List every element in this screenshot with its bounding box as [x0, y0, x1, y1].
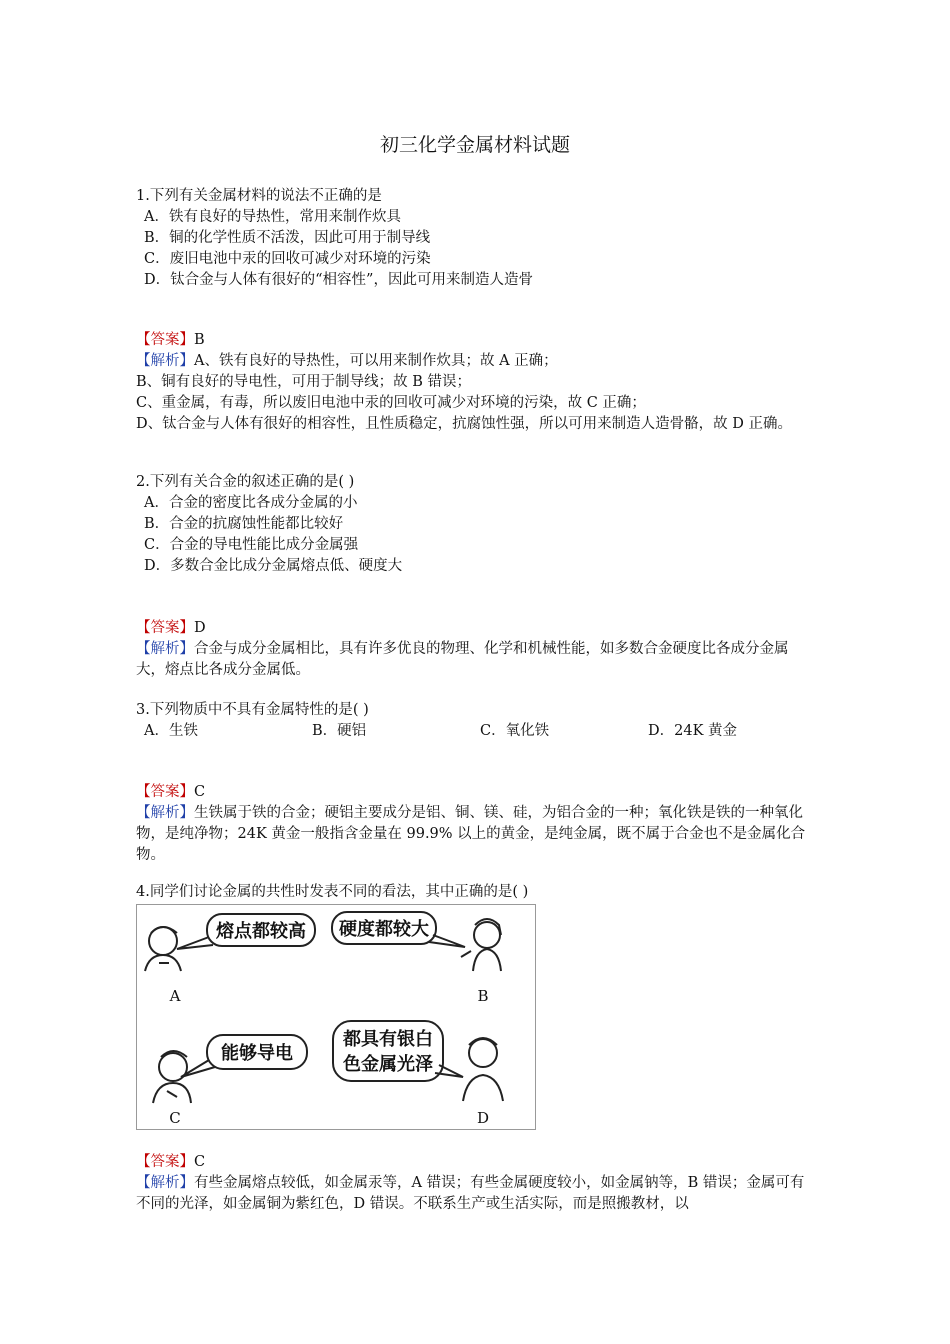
label-b: B	[477, 987, 489, 1005]
option-b: B．铜的化学性质不活泼，因此可用于制导线	[144, 230, 431, 246]
label-a: A	[169, 987, 181, 1005]
option-b: B．硬铝	[312, 723, 367, 739]
answer-tag: 【答案】	[136, 784, 194, 800]
analysis-line: A、铁有良好的导热性，可以用来制作炊具；故 A 正确；	[194, 353, 558, 369]
question-2	[136, 472, 816, 577]
student-c-figure	[153, 1051, 191, 1103]
option-a: A．生铁	[144, 723, 198, 739]
label-c: C	[169, 1109, 181, 1127]
bubble-a-text: 熔点都较高	[216, 921, 306, 942]
answer-value: C	[194, 784, 206, 800]
analysis-tag: 【解析】	[136, 353, 194, 369]
question-stem: 1.下列有关金属材料的说法不正确的是	[136, 188, 382, 204]
student-d-figure	[463, 1038, 503, 1101]
option-c: C．合金的导电性能比成分金属强	[144, 537, 359, 553]
option-d: D．多数合金比成分金属熔点低、硬度大	[144, 558, 403, 574]
option-d: D．钛合金与人体有很好的“相容性”，因此可用来制造人造骨	[144, 272, 533, 288]
option-c: C．废旧电池中汞的回收可减少对环境的污染	[144, 251, 431, 267]
analysis-line: C、重金属，有毒，所以废旧电池中汞的回收可减少对环境的污染，故 C 正确；	[136, 395, 646, 411]
question-stem: 2.下列有关合金的叙述正确的是( )	[136, 474, 355, 490]
question-stem: 3.下列物质中不具有金属特性的是( )	[136, 702, 369, 718]
question-3	[136, 700, 816, 742]
page-title: 初三化学金属材料试题	[379, 134, 570, 156]
question-4	[136, 882, 816, 903]
analysis-text: 有些金属熔点较低，如金属汞等，A 错误；有些金属硬度较小，如金属钠等，B 错误；金属可有不同的光泽，如金属铜为紫红色，D 错误。不联系生产或生活实际，而是照搬教材，以	[136, 1175, 805, 1212]
analysis-tag: 【解析】	[136, 1175, 194, 1191]
analysis-line: B、铜有良好的导电性，可用于制导线；故 B 错误；	[136, 374, 472, 390]
answer-2	[136, 618, 816, 681]
analysis-text: 生铁属于铁的合金；硬铝主要成分是铝、铜、镁、硅，为铝合金的一种；氧化铁是铁的一种氧化物，是纯净物；24K 黄金一般指含金量在 99.9% 以上的黄金，是纯金属，既不属于合金也不是金属化合物。	[136, 805, 806, 863]
question-1	[136, 186, 816, 291]
option-a: A．铁有良好的导热性，常用来制作炊具	[144, 209, 401, 225]
answer-tag: 【答案】	[136, 620, 194, 636]
answer-1	[136, 330, 816, 435]
option-c: C．氧化铁	[480, 723, 550, 739]
answer-3	[136, 782, 816, 866]
student-b-figure	[461, 919, 501, 971]
student-a-figure	[145, 927, 181, 971]
answer-value: B	[194, 332, 205, 348]
label-d: D	[476, 1109, 490, 1127]
option-b: B．合金的抗腐蚀性能都比较好	[144, 516, 344, 532]
analysis-line: D、钛合金与人体有很好的相容性，且性质稳定，抗腐蚀性强，所以可用来制造人造骨骼，故 D 正确。	[136, 416, 792, 432]
analysis-text: 合金与成分金属相比，具有许多优良的物理、化学和机械性能，如多数合金硬度比各成分金属大，熔点比各成分金属低。	[136, 641, 789, 678]
option-d: D．24K 黄金	[648, 723, 738, 739]
analysis-tag: 【解析】	[136, 805, 194, 821]
options-row	[136, 721, 816, 742]
answer-value: D	[194, 620, 206, 636]
answer-value: C	[194, 1154, 206, 1170]
question-stem: 4.同学们讨论金属的共性时发表不同的看法，其中正确的是( )	[136, 884, 529, 900]
bubble-b-text: 硬度都较大	[339, 919, 429, 940]
answer-4	[136, 1152, 816, 1215]
bubble-d-text-1: 都具有银白	[343, 1029, 433, 1050]
bubble-c-text: 能够导电	[221, 1043, 293, 1064]
answer-tag: 【答案】	[136, 332, 194, 348]
bubble-d-text-2: 色金属光泽	[343, 1054, 433, 1075]
analysis-tag: 【解析】	[136, 641, 194, 657]
answer-tag: 【答案】	[136, 1154, 194, 1170]
discussion-illustration	[136, 904, 536, 1130]
option-a: A．合金的密度比各成分金属的小	[144, 495, 358, 511]
